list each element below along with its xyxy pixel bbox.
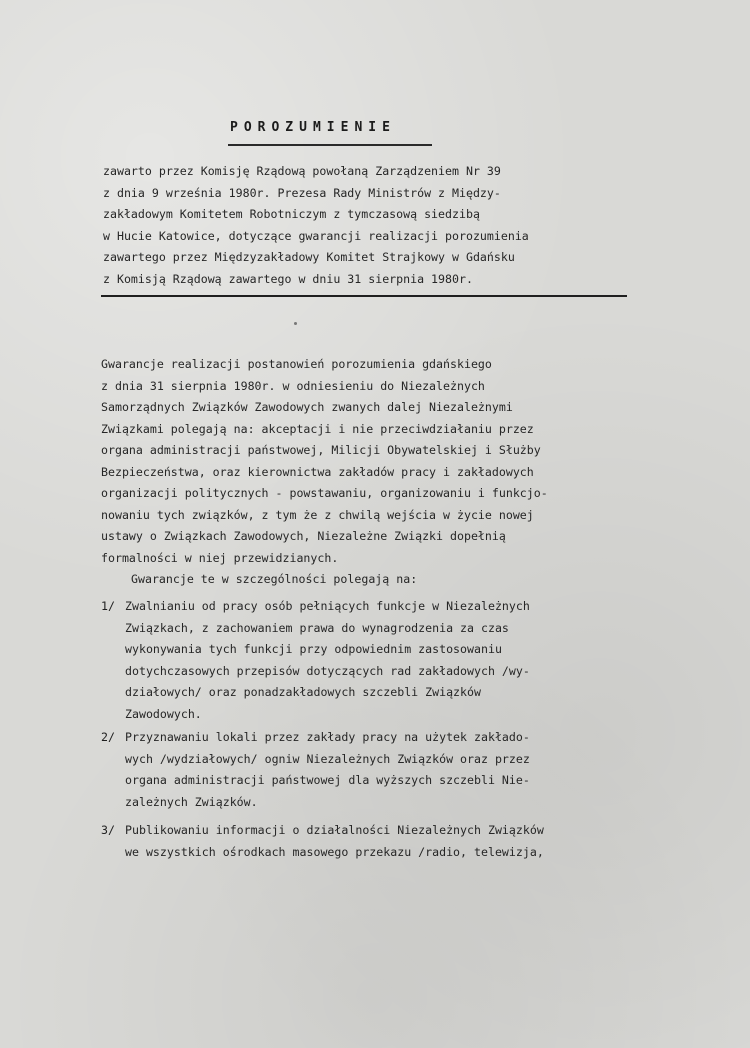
body-line: z dnia 31 sierpnia 1980r. w odniesieniu do Niezależnych	[101, 378, 485, 393]
intro-line: zakładowym Komitetem Robotniczym z tymczasową siedzibą	[103, 207, 480, 221]
body-line: nowaniu tych związków, z tym że z chwilą wejścia w życie nowej	[101, 507, 534, 522]
item-number: 2/	[101, 730, 115, 744]
item-line: wych /wydziałowych/ ogniw Niezależnych Związków oraz przez	[125, 751, 530, 766]
intro-line: zawarto przez Komisję Rządową powołaną Zarządzeniem Nr 39	[103, 164, 501, 178]
item-line: Zwalnianiu od pracy osób pełniących funkcje w Niezależnych	[125, 599, 530, 613]
intro-line: w Hucie Katowice, dotyczące gwarancji realizacji porozumienia	[103, 228, 529, 243]
item-line: Publikowaniu informacji o działalności Niezależnych Związków	[125, 823, 544, 837]
list-item	[101, 596, 661, 725]
document-title: POROZUMIENIE	[230, 120, 396, 135]
item-line: organa administracji państwowej dla wyższych szczebli Nie-	[125, 773, 530, 787]
intro-paragraph	[103, 161, 643, 290]
list-item	[101, 727, 661, 813]
item-line: zależnych Związków.	[125, 794, 258, 809]
title-underline	[228, 144, 432, 146]
body-line: organizacji politycznych - powstawaniu, organizowaniu i funkcjo-	[101, 486, 548, 500]
item-number: 3/	[101, 823, 115, 837]
intro-line: z dnia 9 września 1980r. Prezesa Rady Ministrów z Między-	[103, 185, 501, 200]
item-line: we wszystkich ośrodkach masowego przekazu /radio, telewizja,	[125, 844, 544, 859]
item-line: Zawodowych.	[125, 706, 202, 721]
body-line: Związkami polegają na: akceptacji i nie przeciwdziałaniu przez	[101, 421, 534, 436]
item-line: dotychczasowych przepisów dotyczących rad zakładowych /wy-	[125, 663, 530, 678]
item-line: wykonywania tych funkcji przy odpowiednim zastosowaniu	[125, 642, 502, 656]
section-divider	[101, 295, 627, 297]
body-line: Gwarancje realizacji postanowień porozumienia gdańskiego	[101, 357, 492, 371]
body-line: formalności w niej przewidzianych.	[101, 550, 339, 565]
body-line: ustawy o Związkach Zawodowych, Niezależne Związki dopełnią	[101, 529, 506, 543]
list-item	[101, 820, 661, 863]
item-line: Związkach, z zachowaniem prawa do wynagrodzenia za czas	[125, 620, 509, 635]
body-paragraph	[101, 354, 661, 591]
scan-speck	[294, 322, 297, 325]
body-line: Bezpieczeństwa, oraz kierownictwa zakładów pracy i zakładowych	[101, 464, 534, 479]
body-line: Samorządnych Związków Zawodowych zwanych dalej Niezależnymi	[101, 400, 513, 414]
intro-line: z Komisją Rządową zawartego w dniu 31 sierpnia 1980r.	[103, 271, 473, 286]
item-line: działowych/ oraz ponadzakładowych szczebli Związków	[125, 685, 481, 699]
intro-line: zawartego przez Międzyzakładowy Komitet Strajkowy w Gdańsku	[103, 250, 515, 264]
item-number: 1/	[101, 599, 115, 613]
item-line: Przyznawaniu lokali przez zakłady pracy na użytek zakłado-	[125, 730, 530, 744]
body-line: organa administracji państwowej, Milicji Obywatelskiej i Służby	[101, 443, 541, 457]
guarantee-intro-line: Gwarancje te w szczególności polegają na:	[131, 572, 418, 586]
